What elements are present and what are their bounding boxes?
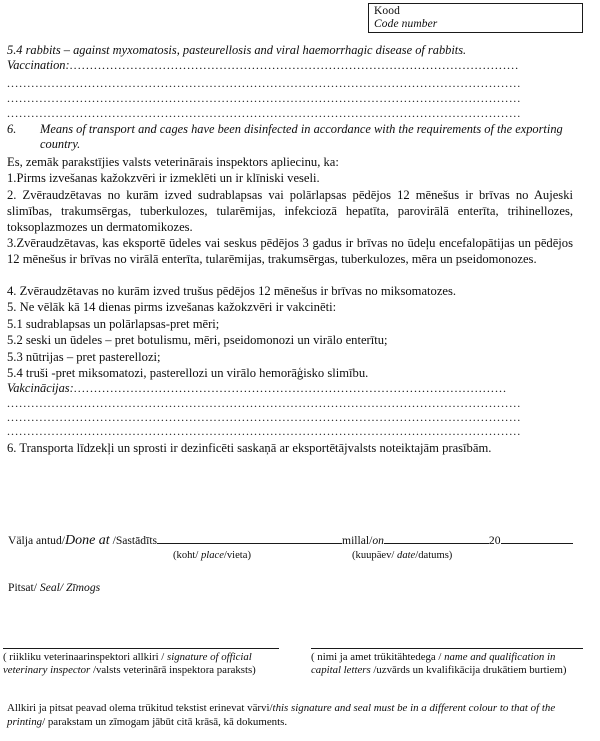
place-input-line[interactable] [157,530,342,544]
place-caption [173,549,251,562]
date-input-line[interactable] [384,530,489,544]
bottom-note-part2: this signature and seal must be in a different colour to that of the printing [7,702,556,728]
place-caption-en: place [200,550,224,561]
vaccination-dots: ............................................................................................................... [69,58,520,72]
latvian-item-3: 3.Zvēraudzētavas, kas eksportē ūdeles vai seskus pēdējos 3 gadus ir brīvas no ūdeļu encefalopātijas un pēdējos 12 mēnešus ir brīvas no virālā enterīta, tularēmijas, trakumsērgas, tuberkulozes, mēra un pseidomonozes. [7,236,573,267]
english-item-6-number: 6. [7,122,17,136]
latvian-item-54: 5.4 truši -pret miksomatozi, pasterellozi un virālo hemorāģisko slimību. [7,366,369,380]
english-blank-row-2[interactable]: ............................................................................................................................... [7,91,522,105]
english-item-54: 5.4 rabbits – against myxomatosis, pasteurellosis and viral haemorrhagic disease of rabbits. [7,43,467,57]
year-prefix: 20 [488,534,501,547]
english-item-6-text: Means of transport and cages have been disinfected in accordance with the requirements of the exporting country. [40,122,563,152]
code-box-label-et: Kood [374,5,400,17]
place-caption-et: (koht/ [173,550,201,561]
code-box-label-en: Code number [374,18,438,30]
latvian-item-2: 2. Zvēraudzētavas no kurām izved sudrablapsas vai polārlapsas pēdējos 12 mēnešus ir brīvas no Aujeski slimības, trakumsērgas, tuberkulozes, tularēmijas, infekciozā hepatīta, parovirālā enterīta, trihinellozes, toksoplazmozes un dermatomikozes. [7,188,573,235]
latvian-blank-row-2[interactable]: ............................................................................................................................... [7,410,522,424]
footer-left-part2: signature of official veterinary inspector [3,651,252,677]
footer-name-qualification-block [311,648,583,677]
place-caption-lv: /vieta) [223,550,251,561]
year-input-line[interactable] [501,530,573,544]
latvian-item-52: 5.2 seski un ūdeles – pret botulismu, mēri, pseidomonozi un virālo enterītu; [7,333,388,347]
when-label-et: millal/ [342,534,373,547]
english-item-6 [7,122,577,152]
seal-label-en-lv: Seal/ Zīmogs [37,581,101,594]
when-label-en: on [372,534,384,547]
latvian-item-51: 5.1 sudrablapsas un polārlapsas-pret mēri; [7,317,220,331]
vakcinacijas-label: Vakcinācijas: [7,381,74,395]
vakcinacijas-fill-line [7,381,573,396]
seal-label-et: Pitsat/ [8,581,37,594]
english-blank-row-3[interactable]: ............................................................................................................................... [7,106,522,120]
date-caption-et: (kuupäev/ [352,550,398,561]
vakcinacijas-dots: ........................................................................................................... [73,381,508,395]
latvian-item-1: 1.Pirms izvešanas kažokzvēri ir izmeklēti un ir klīniski veseli. [7,171,320,185]
bottom-note-part1: Allkiri ja pitsat peavad olema trükitud tekstist erinevat värvi/ [7,702,273,714]
vaccination-label: Vaccination: [7,58,70,72]
done-at-row [8,530,593,550]
date-caption-lv: /datums) [415,550,453,561]
done-at-label-en: Done at [64,533,110,548]
vaccination-fill-line [7,58,573,73]
code-number-box [368,3,583,33]
date-caption-en: date [397,550,416,561]
bottom-note-part3: / parakstam un zīmogam jābūt citā krāsā, kā dokuments. [42,715,288,728]
latvian-item-6: 6. Transporta līdzekļi un sprosti ir dezinficēti saskaņā ar eksportētājvalsts noteiktajām prasībām. [7,441,492,455]
seal-line [8,581,100,594]
footer-right-part1: ( nimi ja amet trükitähtedega / [311,651,445,663]
latvian-blank-row-3[interactable]: ............................................................................................................................... [7,424,522,438]
latvian-item-4: 4. Zvēraudzētavas no kurām izved trušus pēdējos 12 mēnešus ir brīvas no miksomatozes. [7,284,457,298]
footer-right-part2: name and qualification in capital letters [311,651,556,677]
date-caption [352,549,452,562]
footer-signature-block [3,648,279,677]
latvian-intro: Es, zemāk parakstījies valsts veterinārais inspektors apliecinu, ka: [7,155,339,169]
latvian-item-5: 5. Ne vēlāk kā 14 dienas pirms izvešanas kažokzvēri ir vakcinēti: [7,300,337,314]
footer-left-part1: ( riikliku veterinaarinspektori allkiri / [3,651,168,663]
footer-left-part3: /valsts veterinārā inspektora paraksts) [90,664,256,677]
footer-right-part3: /uzvārds un kvalifikācija drukātiem burtiem) [370,664,567,677]
done-at-label-et: Välja antud/ [8,534,65,547]
latvian-item-53: 5.3 nūtrijas – pret pasterellozi; [7,350,161,364]
latvian-blank-row-1[interactable]: ............................................................................................................................... [7,396,522,410]
bottom-colour-note [7,702,587,729]
english-blank-row-1[interactable]: ............................................................................................................................... [7,76,522,90]
done-at-label-lv: /Sastādīts [109,534,158,547]
